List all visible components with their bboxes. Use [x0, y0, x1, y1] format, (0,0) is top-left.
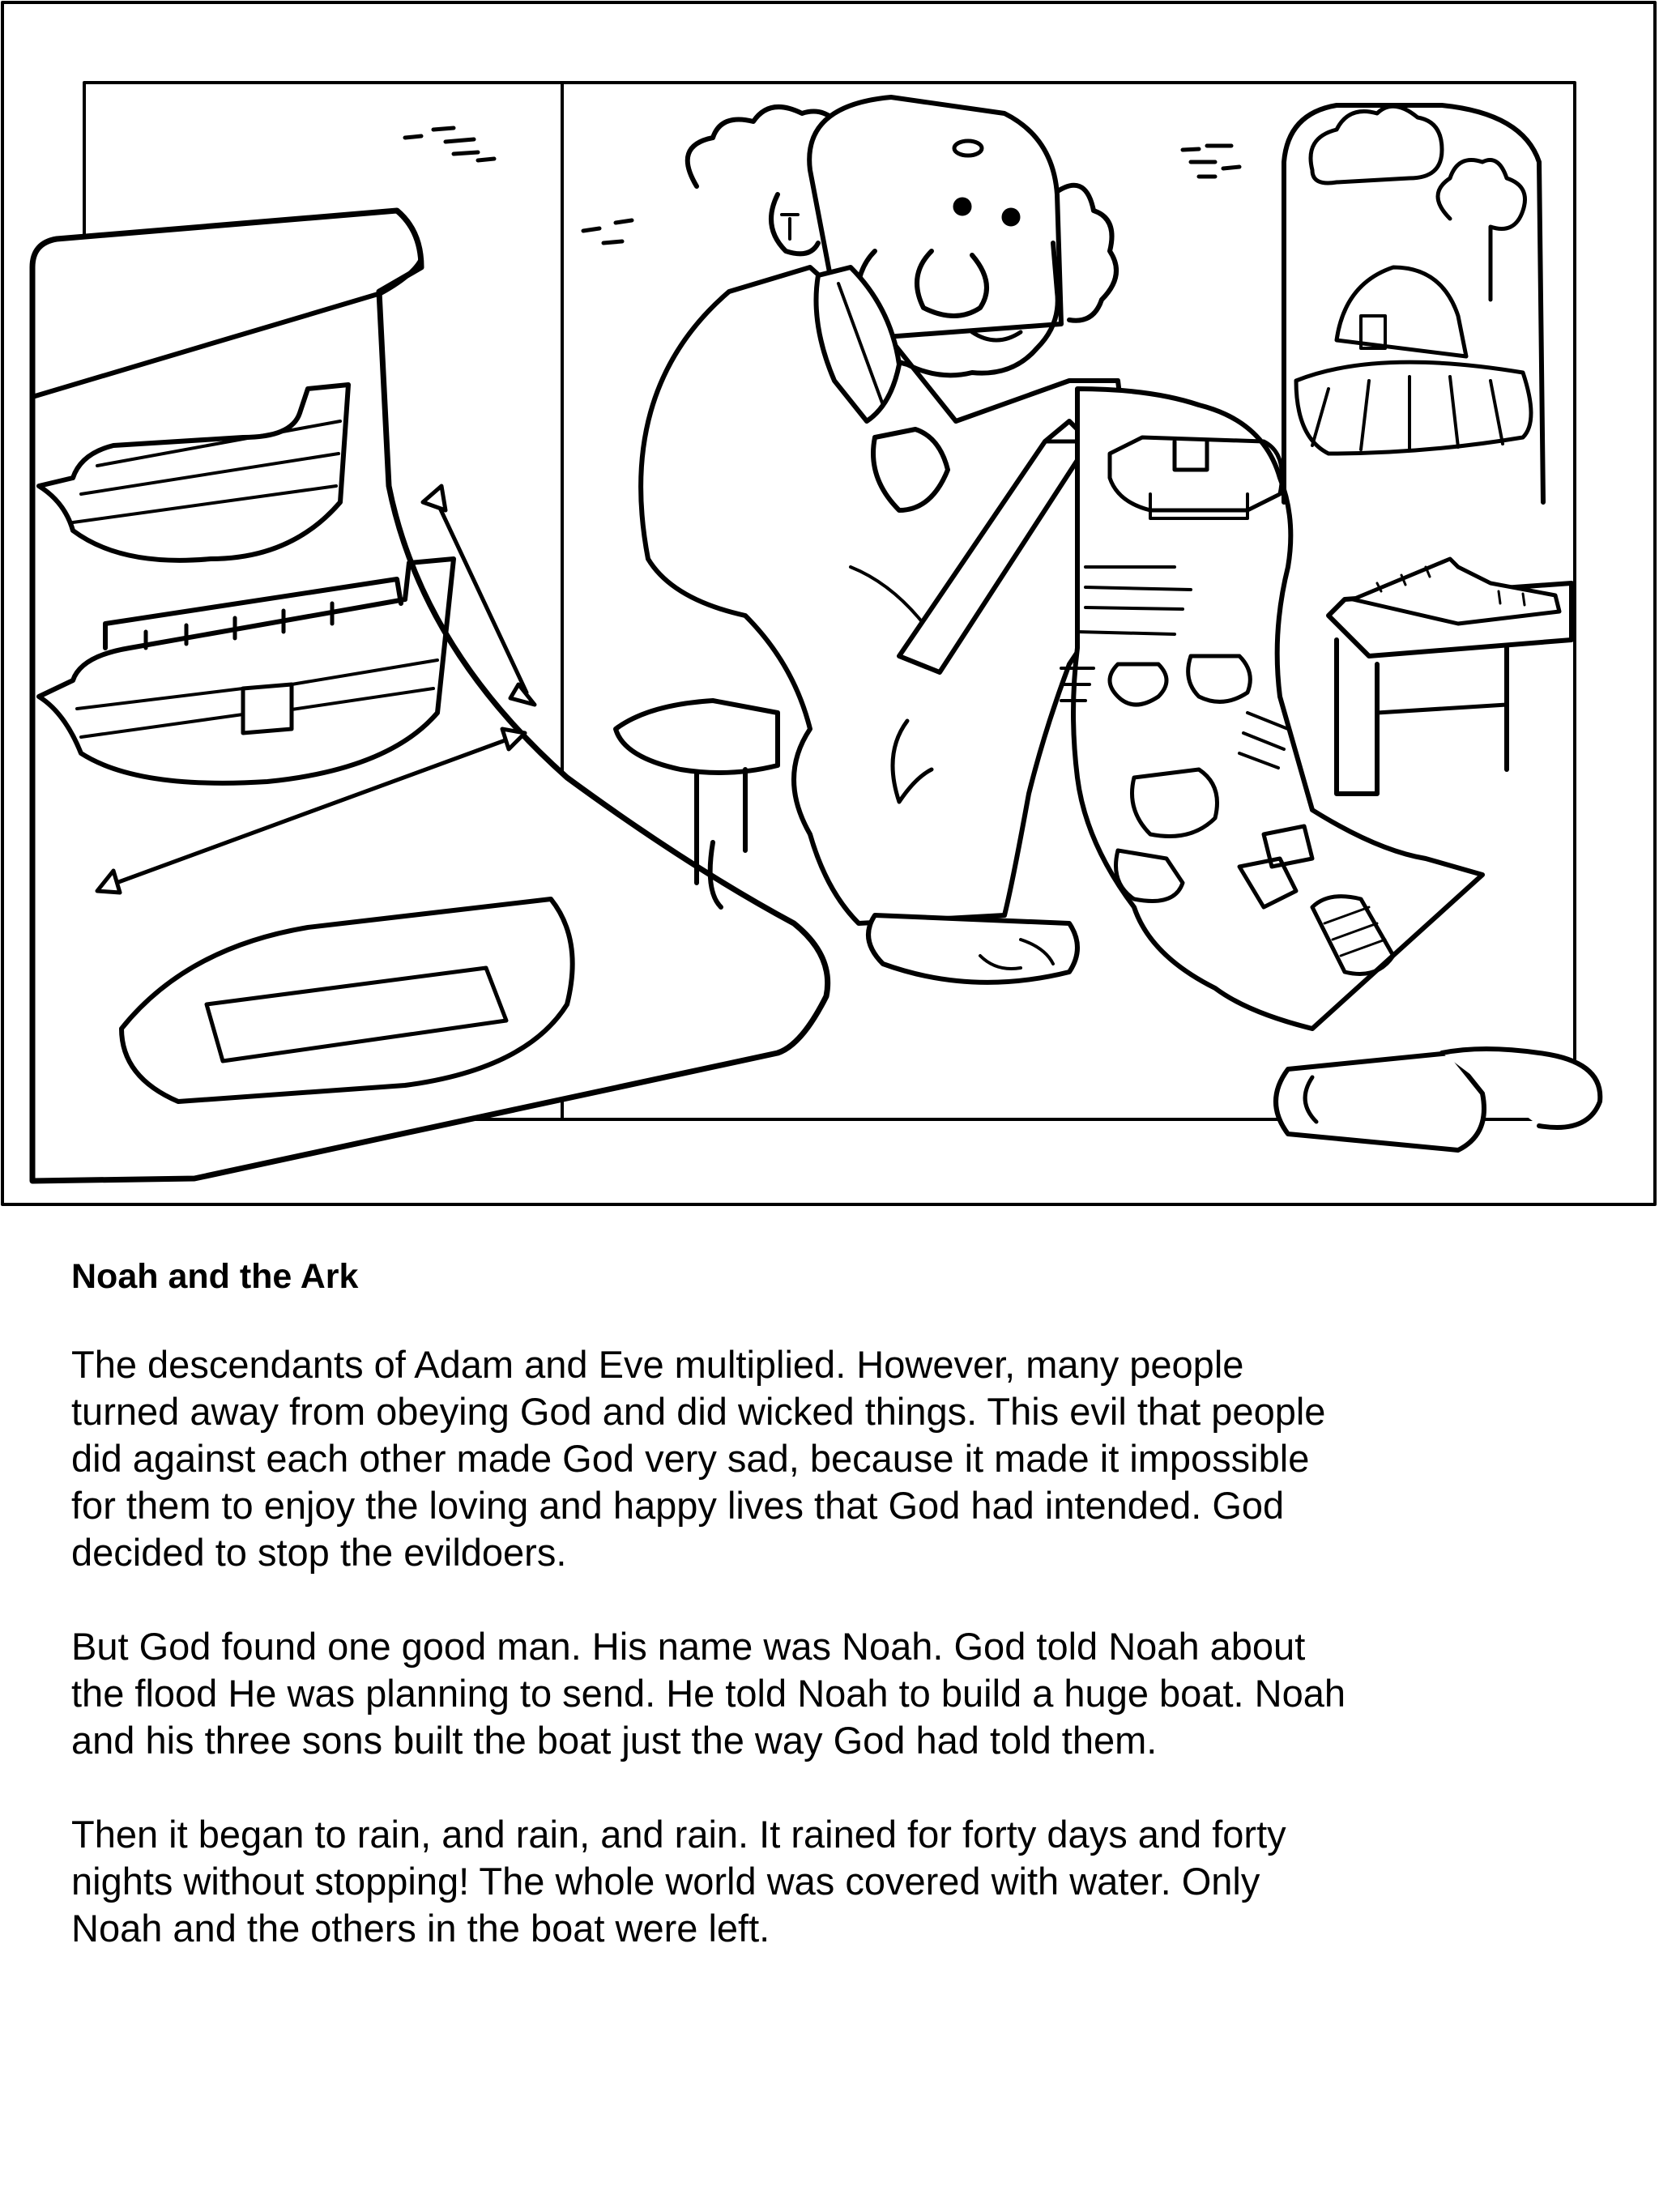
story-paragraph-1: [71, 1341, 1610, 1576]
story-paragraph-2: [71, 1623, 1610, 1764]
text-line: nights without stopping! The whole world was covered with water. Only: [71, 1860, 1260, 1903]
story-paragraph-3: [71, 1811, 1610, 1952]
text-line: The descendants of Adam and Eve multiplied. However, many people: [71, 1343, 1244, 1386]
text-line: the flood He was planning to send. He told Noah to build a huge boat. Noah: [71, 1672, 1346, 1715]
text-line: for them to enjoy the loving and happy lives that God had intended. God: [71, 1484, 1285, 1527]
text-line: did against each other made God very sad, because it made it impossible: [71, 1437, 1310, 1480]
text-line: decided to stop the evildoers.: [71, 1531, 567, 1574]
text-line: Noah and the others in the boat were left.: [71, 1907, 770, 1950]
text-line: and his three sons built the boat just the way God had told them.: [71, 1719, 1158, 1762]
window-view: [1284, 105, 1543, 502]
scroll-roll-end: [1276, 1049, 1600, 1150]
workbench: [1328, 559, 1572, 794]
story-text: [71, 1254, 1610, 1999]
text-line: turned away from obeying God and did wicked things. This evil that people: [71, 1390, 1326, 1433]
text-line: But God found one good man. His name was Noah. God told Noah about: [71, 1625, 1306, 1668]
story-title: Noah and the Ark: [71, 1257, 359, 1296]
text-line: Then it began to rain, and rain, and rain. It rained for forty days and forty: [71, 1813, 1286, 1856]
noah-figure: [616, 97, 1124, 982]
